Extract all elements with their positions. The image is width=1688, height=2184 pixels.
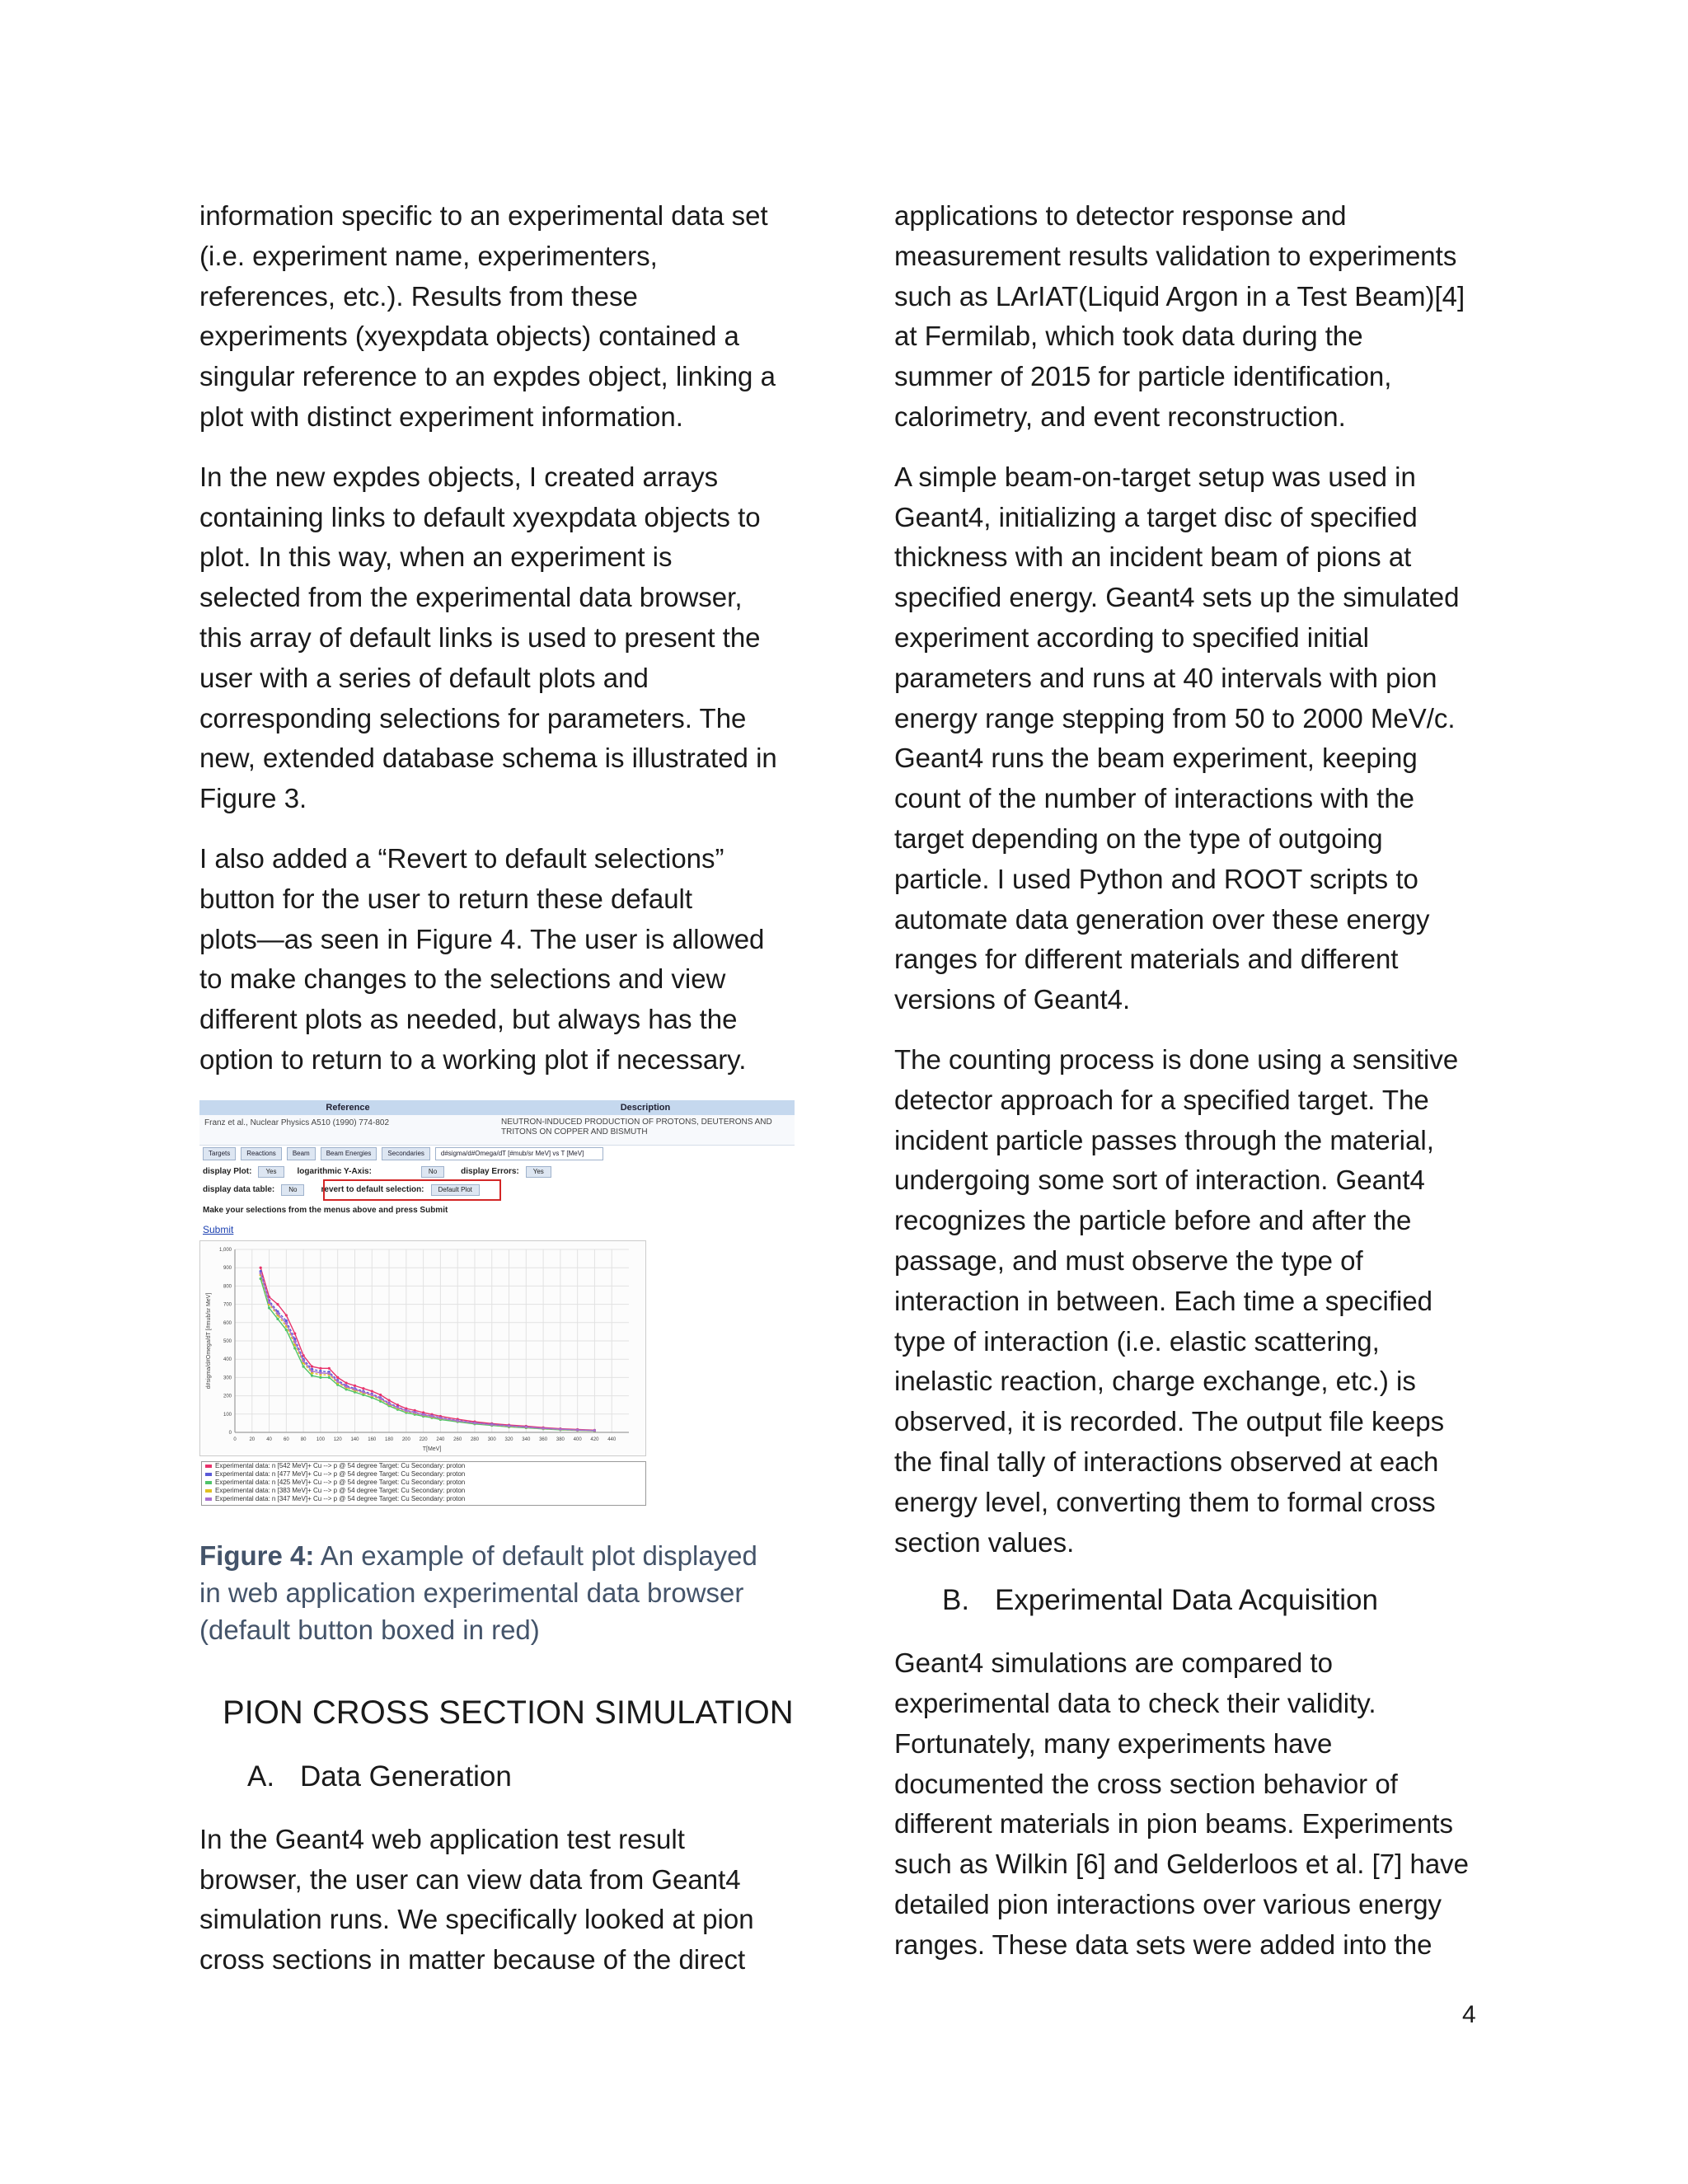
x-tick-label: 360 <box>539 1436 548 1442</box>
reference-value: Franz et al., Nuclear Physics A510 (1990) 774-802 <box>204 1118 390 1127</box>
default-plot-button[interactable]: Default Plot <box>431 1184 480 1196</box>
x-tick-label: 40 <box>266 1436 272 1442</box>
series-line <box>260 1278 594 1431</box>
data-point <box>293 1340 296 1343</box>
description-header: Description <box>620 1102 671 1113</box>
y-tick-label: 600 <box>223 1320 232 1326</box>
data-point <box>285 1322 288 1324</box>
series-line <box>260 1275 594 1431</box>
data-point <box>414 1411 416 1413</box>
reference-table-header <box>199 1100 795 1115</box>
y-tick-label: 500 <box>223 1338 232 1344</box>
right-paragraph-3: The counting process is done using a sensitive detector approach for a specified target. The incident particle passes through the material, undergoing some sort of interaction. Geant4 recognizes the particle before and after the passage, and must observe the type of interaction in between. Each time a specified type of interaction (i.e. elastic scattering, inelastic reaction, charge exchange, etc.) is observed, it is recorded. The output file keeps the final tally of interactions observed at each energy level, converting them to formal cross section values. <box>894 1043 1459 1558</box>
data-point <box>354 1385 356 1387</box>
left-paragraph-4: In the Geant4 web application test result browser, the user can view data from Geant4 simulation runs. We specifically looked at pion cross sections in matter because of the direct <box>199 1823 754 1975</box>
data-point <box>311 1374 313 1376</box>
data-point <box>260 1272 262 1274</box>
chart-legend <box>201 1461 646 1506</box>
data-point <box>345 1381 347 1384</box>
right-paragraph-4: Geant4 simulations are compared to experimental data to check their validity. Fortunately, many experiments have documented the cross section behavior of different materials in pion beams. Experiments such as Wilkin [6] and Gelderloos et al. [7] have detailed pion interactions over various energy ranges. These data sets were added into the <box>894 1647 1470 1960</box>
display-plot-toggle[interactable]: Yes <box>258 1166 284 1178</box>
data-point <box>439 1417 442 1419</box>
data-point <box>285 1314 288 1316</box>
x-tick-label: 260 <box>453 1436 462 1442</box>
reference-table-row <box>199 1115 795 1146</box>
data-point <box>379 1394 382 1396</box>
data-point <box>430 1415 433 1418</box>
data-point <box>276 1317 279 1319</box>
data-point <box>387 1403 390 1405</box>
y-tick-label: 400 <box>223 1357 232 1362</box>
y-tick-label: 100 <box>223 1412 232 1418</box>
default-button-highlight <box>323 1179 501 1201</box>
x-tick-label: 80 <box>300 1436 307 1442</box>
left-column <box>199 196 805 2000</box>
reference-header: Reference <box>326 1102 370 1113</box>
data-point <box>328 1376 331 1379</box>
data-table-toggle[interactable]: No <box>281 1184 304 1196</box>
data-point <box>260 1266 262 1268</box>
secondaries-select[interactable]: Secondaries <box>382 1147 429 1160</box>
display-plot-label: display Plot: <box>203 1167 252 1177</box>
legend-item: Experimental data: n [347 MeV]+ Cu --> p @ 54 degree Target: Cu Secondary: proton <box>202 1495 645 1503</box>
subsection-a-heading: A. Data Generation <box>247 1760 512 1793</box>
data-point <box>473 1422 476 1424</box>
data-point <box>276 1312 279 1315</box>
observable-select[interactable]: d#sigma/d#Omega/dT [#mub/sr MeV] vs T [MeV] <box>435 1147 603 1160</box>
data-point <box>328 1372 331 1375</box>
x-tick-label: 100 <box>316 1436 325 1442</box>
plot-frame <box>199 1240 646 1456</box>
data-point <box>268 1301 270 1304</box>
y-tick-label: 700 <box>223 1302 232 1308</box>
right-paragraph-2: A simple beam-on-target setup was used in Geant4, initializing a target disc of specified thickness with an incident beam of pions at specified energy. Geant4 sets up the simulated experiment according to specified initial parameters and runs at 40 intervals with pion energy range stepping from 50 to 2000 MeV/c. Geant4 runs the beam experiment, keeping count of the number of interactions with the target depending on the type of outgoing particle. I used Python and ROOT scripts to automate data generation over these energy ranges for different materials and different versions of Geant4. <box>894 461 1460 1015</box>
data-table-label: display data table: <box>203 1185 275 1195</box>
x-tick-label: 420 <box>590 1436 599 1442</box>
y-tick-label: 900 <box>223 1265 232 1271</box>
log-y-label: logarithmic Y-Axis: <box>297 1167 372 1177</box>
data-point <box>387 1399 390 1401</box>
instructions-text: Make your selections from the menus above and press Submit <box>203 1205 448 1215</box>
y-tick-label: 300 <box>223 1376 232 1381</box>
x-tick-label: 0 <box>233 1436 237 1442</box>
data-point <box>371 1394 373 1396</box>
data-point <box>593 1429 596 1432</box>
data-point <box>525 1426 528 1428</box>
data-point <box>508 1424 510 1427</box>
data-point <box>405 1409 407 1412</box>
right-column <box>894 196 1489 1985</box>
data-point <box>396 1406 399 1408</box>
x-tick-label: 320 <box>504 1436 513 1442</box>
display-options-row <box>203 1166 558 1178</box>
data-point <box>345 1385 347 1388</box>
data-point <box>276 1303 279 1305</box>
page-number: 4 <box>1462 2001 1476 2028</box>
data-point <box>311 1365 313 1367</box>
display-errors-label: display Errors: <box>461 1167 519 1177</box>
x-tick-label: 240 <box>436 1436 445 1442</box>
x-tick-label: 300 <box>487 1436 496 1442</box>
beam-energies-select[interactable]: Beam Energies <box>321 1147 377 1160</box>
x-tick-label: 60 <box>284 1436 289 1442</box>
data-point <box>362 1390 364 1393</box>
data-point <box>285 1329 288 1331</box>
left-paragraph-2: In the new expdes objects, I created arrays containing links to default xyexpdata objects to plot. In this way, when an experiment is selected from the experimental data browser, this array of default links is used to present the user with a series of default plots and corresponding selections for parameters. The new, extended database schema is illustrated in Figure 3. <box>199 461 777 814</box>
data-point <box>542 1427 544 1429</box>
data-point <box>457 1419 459 1422</box>
y-axis-label: d#sigma/d#Omega/dT [#mub/sr MeV] <box>206 1292 212 1390</box>
data-point <box>293 1332 296 1334</box>
data-point <box>576 1428 579 1431</box>
x-tick-label: 340 <box>522 1436 531 1442</box>
targets-select[interactable]: Targets <box>203 1147 236 1160</box>
right-paragraph-1: applications to detector response and measurement results validation to experiments such as LArIAT(Liquid Argon in a Test Beam)[4] at Fermilab, which took data during the summer of 2015 for particle identification, calorimetry, and event reconstruction. <box>894 200 1465 432</box>
data-point <box>319 1371 321 1374</box>
x-tick-label: 180 <box>385 1436 394 1442</box>
reference-table <box>199 1100 795 1146</box>
data-point <box>371 1390 373 1392</box>
x-tick-label: 380 <box>556 1436 565 1442</box>
legend-item: Experimental data: n [542 MeV]+ Cu --> p @ 54 degree Target: Cu Secondary: proton <box>202 1462 645 1470</box>
subsection-b-heading: B. Experimental Data Acquisition <box>942 1584 1378 1617</box>
x-tick-label: 400 <box>573 1436 582 1442</box>
y-tick-label: 800 <box>223 1284 232 1290</box>
data-point <box>559 1427 561 1430</box>
selector-bar <box>203 1147 603 1160</box>
x-tick-label: 200 <box>401 1436 410 1442</box>
display-errors-toggle[interactable]: Yes <box>526 1166 551 1178</box>
data-point <box>319 1366 321 1369</box>
left-paragraph-3: I also added a “Revert to default selections” button for the user to return these default plots—as seen in Figure 4. The user is allowed to make changes to the selections and view different plots as needed, but always has the option to return to a working plot if necessary. <box>199 842 765 1075</box>
data-point <box>354 1388 356 1390</box>
x-tick-label: 140 <box>350 1436 359 1442</box>
data-point <box>490 1423 493 1426</box>
cross-section-chart <box>200 1241 645 1455</box>
data-point <box>328 1366 331 1369</box>
x-tick-label: 280 <box>470 1436 479 1442</box>
caption-label: Figure 4: <box>199 1540 315 1571</box>
figure-caption: Figure 4: An example of default plot displayed in web application experimental data browser (default button boxed in red) <box>199 1540 757 1645</box>
log-y-toggle[interactable]: No <box>421 1166 444 1178</box>
reactions-select[interactable]: Reactions <box>241 1147 282 1160</box>
data-point <box>268 1306 270 1309</box>
data-point <box>362 1387 364 1390</box>
data-point <box>336 1380 339 1382</box>
y-tick-label: 200 <box>223 1394 232 1399</box>
y-tick-label: 0 <box>228 1430 232 1436</box>
data-point <box>311 1370 313 1372</box>
x-tick-label: 120 <box>333 1436 342 1442</box>
legend-item: Experimental data: n [383 MeV]+ Cu --> p @ 54 degree Target: Cu Secondary: proton <box>202 1487 645 1495</box>
series-line <box>260 1268 594 1430</box>
section-title: PION CROSS SECTION SIMULATION <box>223 1694 794 1731</box>
x-tick-label: 440 <box>607 1436 617 1442</box>
x-tick-label: 220 <box>419 1436 428 1442</box>
series-line <box>260 1271 594 1430</box>
left-paragraph-1: information specific to an experimental data set (i.e. experiment name, experimenters, references, etc.). Results from these experiments (xyexpdata objects) contained a singular reference to an expdes object, linking a plot with distinct experiment information. <box>199 200 776 432</box>
figure-4-screenshot <box>199 1100 795 1504</box>
data-point <box>422 1413 424 1416</box>
legend-item: Experimental data: n [477 MeV]+ Cu --> p @ 54 degree Target: Cu Secondary: proton <box>202 1470 645 1479</box>
series-line <box>260 1273 594 1431</box>
legend-item: Experimental data: n [425 MeV]+ Cu --> p @ 54 degree Target: Cu Secondary: proton <box>202 1479 645 1487</box>
data-point <box>379 1397 382 1399</box>
x-tick-label: 160 <box>368 1436 377 1442</box>
data-point <box>302 1365 305 1367</box>
description-value: NEUTRON-INDUCED PRODUCTION OF PROTONS, DEUTERONS AND TRITONS ON COPPER AND BISMUTH <box>501 1117 772 1137</box>
y-tick-label: 1,000 <box>218 1247 232 1253</box>
data-point <box>319 1376 321 1379</box>
data-point <box>293 1347 296 1349</box>
data-point <box>336 1376 339 1379</box>
beam-select[interactable]: Beam <box>287 1147 316 1160</box>
revert-label: revert to default selection: <box>321 1185 424 1195</box>
submit-link[interactable]: Submit <box>203 1223 234 1235</box>
x-axis-label: T[MeV] <box>422 1446 442 1452</box>
data-point <box>302 1360 305 1362</box>
x-tick-label: 20 <box>249 1436 256 1442</box>
